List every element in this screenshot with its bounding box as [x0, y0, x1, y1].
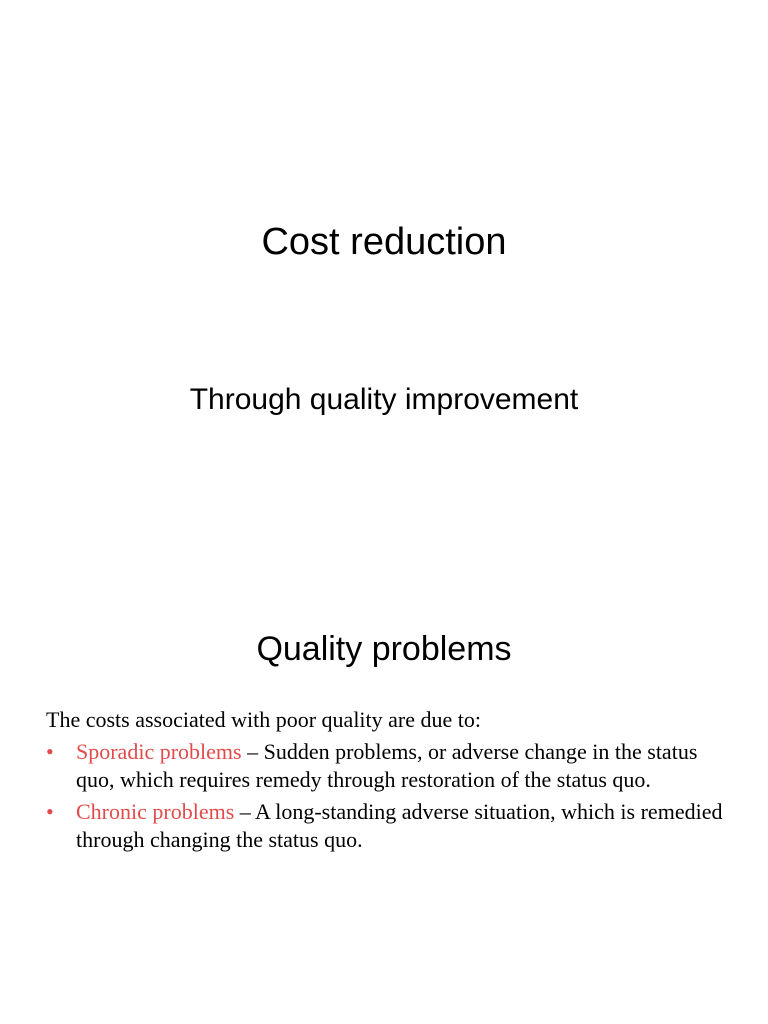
bullet-text: – Sudden problems, or adverse change in the status quo, which requires remedy through restoration of the status quo. [76, 739, 698, 792]
bullet-icon: • [46, 739, 54, 764]
slide-subtitle: Through quality improvement [189, 383, 579, 416]
bullet-item-chronic [46, 798, 726, 854]
bullet-item-sporadic [46, 738, 726, 794]
bullet-term: Chronic problems [76, 799, 235, 824]
slide-title: Cost reduction [261, 221, 507, 263]
bullet-list [46, 738, 726, 854]
slide-title: Quality problems [256, 630, 512, 668]
bullet-term: Sporadic problems [76, 739, 242, 764]
bullet-icon: • [46, 799, 54, 824]
intro-text: The costs associated with poor quality are due to: [46, 707, 481, 732]
bullet-text: – A long-standing adverse situation, which is remedied through changing the status quo. [76, 799, 723, 852]
slide-quality-problems [0, 520, 768, 1024]
slide-body [46, 706, 726, 858]
